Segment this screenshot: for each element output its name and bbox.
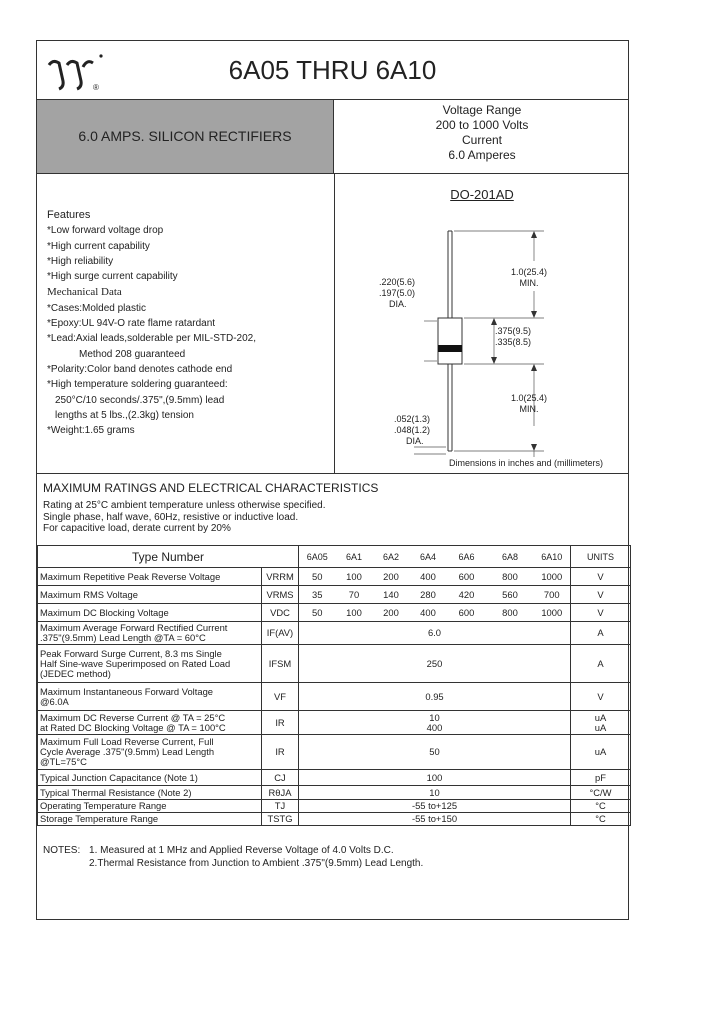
table-row	[38, 622, 631, 645]
symbol-cell: VF	[262, 683, 299, 711]
value-cell: 10	[299, 786, 571, 800]
part-header: 6A05	[299, 546, 336, 568]
symbol-cell: IR	[262, 711, 299, 735]
symbol-cell: IR	[262, 735, 299, 770]
dim-lead-diameter: .052(1.3) .048(1.2) DIA.	[394, 414, 431, 446]
divider	[37, 473, 628, 474]
product-banner	[37, 100, 334, 173]
symbol-cell: TJ	[262, 800, 299, 813]
table-row	[38, 800, 631, 813]
rating-line: Current	[461, 133, 502, 147]
unit-cell: uA	[571, 735, 631, 770]
feature-item: *High reliability	[47, 255, 114, 267]
dimensions-note: Dimensions in inches and (millimeters)	[449, 458, 604, 468]
divider	[37, 173, 628, 174]
registered-mark: ®	[93, 83, 99, 92]
table-row	[38, 683, 631, 711]
unit-cell: °C	[571, 800, 631, 813]
rating-line: 6.0 Amperes	[448, 148, 516, 162]
mech-item: 250°C/10 seconds/.375",(9.5mm) lead	[55, 394, 225, 406]
parameter-cell: Maximum DC Reverse Current @ TA = 25°C at Rated DC Blocking Voltage @ TA = 100°C	[38, 711, 262, 735]
parameter-cell: Maximum Instantaneous Forward Voltage @6.0A	[38, 683, 262, 711]
notes-label: NOTES:	[43, 845, 81, 856]
dim-lead-bottom: 1.0(25.4) MIN.	[511, 393, 548, 414]
merged-rows	[38, 622, 631, 826]
mech-item: *High temperature soldering guaranteed:	[47, 379, 228, 391]
table-row: Maximum RMS Voltage VRMS 35 70 140 280 420 560 700 V	[38, 586, 631, 604]
part-header: 6A2	[373, 546, 410, 568]
part-header: 6A10	[534, 546, 571, 568]
note-item: 1. Measured at 1 MHz and Applied Reverse Voltage of 4.0 Volts D.C.	[89, 845, 394, 856]
symbol-cell: CJ	[262, 770, 299, 786]
unit-cell: °C/W	[571, 786, 631, 800]
mech-item: *Lead:Axial leads,solderable per MIL-STD-202,	[47, 333, 257, 345]
part-header: 6A6	[447, 546, 487, 568]
package-title: DO-201AD	[450, 187, 514, 202]
mech-item: *Cases:Molded plastic	[47, 302, 146, 314]
unit-cell: A	[571, 645, 631, 683]
product-subtitle: 6.0 AMPS. SILICON RECTIFIERS	[78, 128, 292, 144]
unit-cell: uA uA	[571, 711, 631, 735]
parameter-cell: Typical Junction Capacitance (Note 1)	[38, 770, 262, 786]
characteristics-table	[37, 545, 631, 826]
units-header: UNITS	[571, 546, 631, 568]
symbol-cell: RθJA	[262, 786, 299, 800]
unit-cell: A	[571, 622, 631, 645]
mech-item: *Epoxy:UL 94V-O rate flame ratardant	[47, 318, 216, 330]
value-cell: 250	[299, 645, 571, 683]
value-cell: -55 to+150	[299, 813, 571, 826]
table-row: Maximum DC Blocking Voltage VDC 50 100 200 400 600 800 1000 V	[38, 604, 631, 622]
datasheet-page	[36, 40, 629, 920]
parameter-cell: Operating Temperature Range	[38, 800, 262, 813]
mech-item: lengths at 5 lbs.,(2.3kg) tension	[55, 409, 194, 421]
page-title: 6A05 THRU 6A10	[228, 55, 437, 85]
unit-cell: °C	[571, 813, 631, 826]
parameter-cell: Peak Forward Surge Current, 8.3 ms Single Half Sine-wave Superimposed on Rated Load (JEDEC method)	[38, 645, 262, 683]
table-row	[38, 735, 631, 770]
parameter-cell: Maximum Average Forward Rectified Current .375"(9.5mm) Lead Length @TA = 60°C	[38, 622, 262, 645]
table-row	[38, 813, 631, 826]
parameter-cell: Storage Temperature Range	[38, 813, 262, 826]
unit-cell: pF	[571, 770, 631, 786]
parameter-cell: Typical Thermal Resistance (Note 2)	[38, 786, 262, 800]
symbol-cell: TSTG	[262, 813, 299, 826]
dim-lead-top: 1.0(25.4) MIN.	[511, 267, 548, 288]
package-drawing	[334, 201, 630, 473]
dim-body-length: .375(9.5) .335(8.5)	[495, 326, 532, 347]
feature-item: *Low forward voltage drop	[47, 225, 164, 237]
table-row	[38, 786, 631, 800]
table-header-row	[38, 546, 631, 568]
symbol-cell: IF(AV)	[262, 622, 299, 645]
ratings-summary	[334, 103, 630, 163]
mech-item: *Weight:1.65 grams	[47, 425, 135, 437]
parameter-cell: Maximum Full Load Reverse Current, Full Cycle Average .375"(9.5mm) Lead Length @TL=75°C	[38, 735, 262, 770]
notes-section	[43, 845, 423, 870]
part-header: 6A4	[410, 546, 447, 568]
table-row: Maximum Repetitive Peak Reverse Voltage VRRM 50 100 200 400 600 800 1000 V	[38, 568, 631, 586]
mech-item: *Polarity:Color band denotes cathode end	[47, 363, 233, 375]
value-cell: 10 400	[299, 711, 571, 735]
dim-body-diameter: .220(5.6) .197(5.0) DIA.	[379, 277, 416, 309]
feature-item: *High current capability	[47, 240, 150, 252]
mech-item: Method 208 guaranteed	[79, 348, 186, 360]
rating-line: Voltage Range	[442, 103, 522, 117]
table-row	[38, 645, 631, 683]
value-cell: -55 to+125	[299, 800, 571, 813]
type-number-header: Type Number	[38, 546, 299, 568]
features-heading: Features	[47, 209, 91, 221]
value-cell: 0.95	[299, 683, 571, 711]
unit-cell: V	[571, 683, 631, 711]
value-cell: 100	[299, 770, 571, 786]
value-cell: 50	[299, 735, 571, 770]
table-row	[38, 770, 631, 786]
table-row	[38, 711, 631, 735]
symbol-cell: IFSM	[262, 645, 299, 683]
part-header: 6A1	[336, 546, 373, 568]
mechanical-heading: Mechanical Data	[47, 286, 122, 299]
feature-item: *High surge current capability	[47, 271, 178, 283]
note-item: 2.Thermal Resistance from Junction to Ambient .375"(9.5mm) Lead Length.	[89, 857, 424, 869]
rating-line: 200 to 1000 Volts	[435, 118, 529, 132]
part-header: 6A8	[487, 546, 534, 568]
features-section	[47, 208, 256, 438]
characteristics-title: MAXIMUM RATINGS AND ELECTRICAL CHARACTERISTICS	[43, 481, 379, 495]
value-cell: 6.0	[299, 622, 571, 645]
rating-conditions: Rating at 25°C ambient temperature unless otherwise specified. Single phase, half wave, 60Hz, resistive or inductive load. For capacitive load, derate current by 20%	[43, 500, 326, 534]
